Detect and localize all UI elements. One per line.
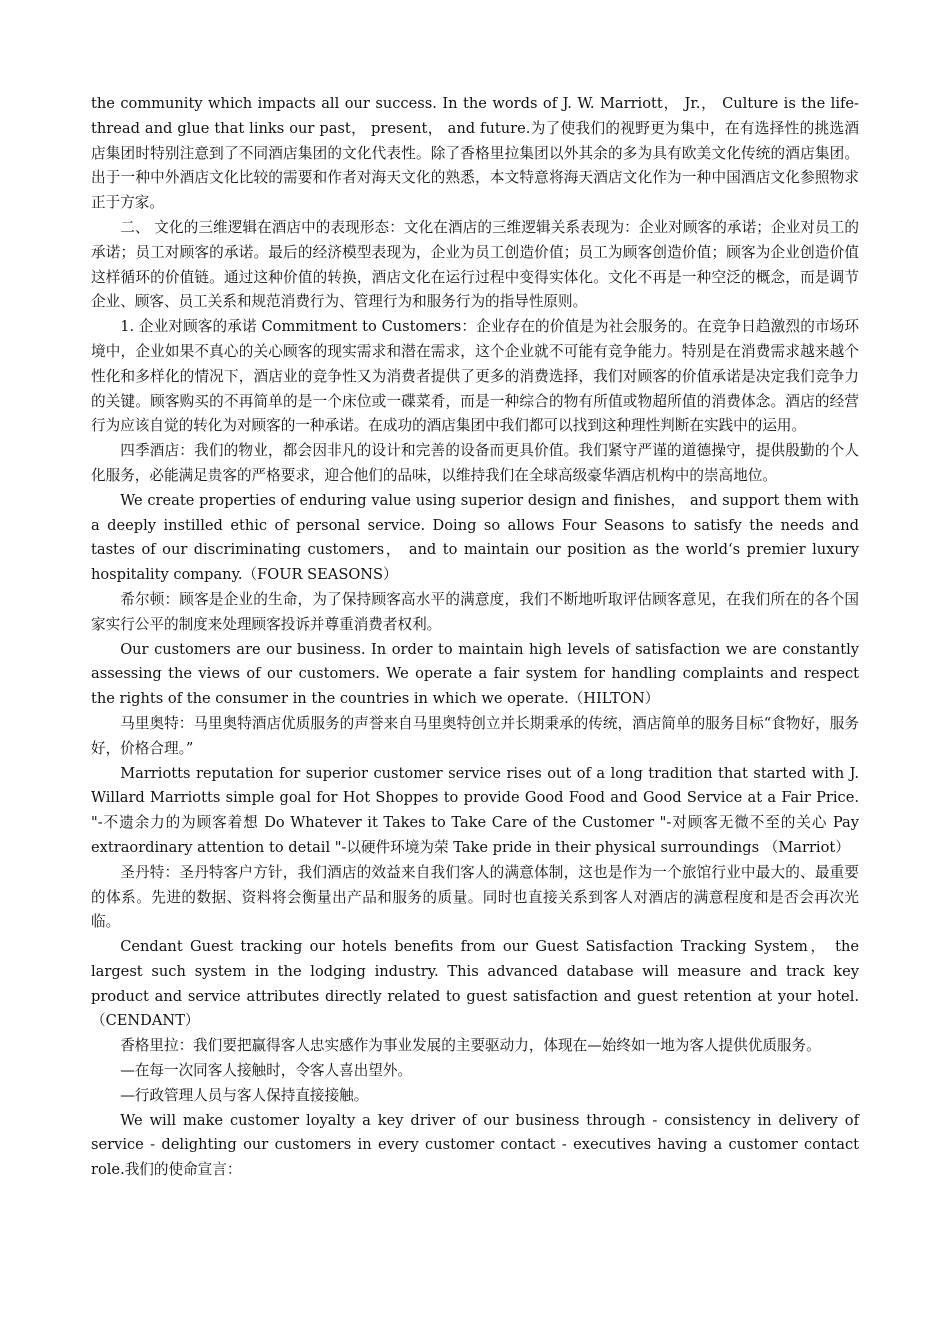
paragraph-8: 马里奥特：马里奥特酒店优质服务的声誉来自马里奥特创立并长期秉承的传统，酒店简单的服务目标“食物好，服务好，价格合理。” xyxy=(91,714,859,757)
paragraph-1: the community which impacts all our success. In the words of J. W. Marriott， Jr.， Culture is the life-thread and glue that links our past， present， and future.为了使我们的视野更为集中，在有选择性的挑选酒店集团时特别注意到了不同酒店集团的文化代表性。除了香格里拉集团以外其余的多为具有欧美文化传统的酒店集团。出于一种中外酒店文化比较的需要和作者对海天文化的熟悉，本文特意将海天酒店文化作为一种中国酒店文化参照物求正于方家。 xyxy=(91,95,859,212)
paragraph-14: —行政管理人员与客人保持直接接触。 xyxy=(120,1086,369,1104)
paragraph-6: 希尔顿：顾客是企业的生命，为了保持顾客高水平的满意度，我们不断地听取评估顾客意见，在我们所在的各个国家实行公平的制度来处理顾客投诉并尊重消费者权利。 xyxy=(91,590,859,633)
paragraph-15: We will make customer loyalty a key driver of our business through - consistency in delivery of service - delighting our customers in every customer contact - executives having a customer contact role.我们的使命宣言： xyxy=(91,1111,859,1179)
paragraph-7: Our customers are our business. In order to maintain high levels of satisfaction we are constantly assessing the views of our customers. We operate a fair system for handling complaints and respect the rights of the consumer in the countries in which we operate.（HILTON） xyxy=(91,640,859,708)
paragraph-9: Marriotts reputation for superior customer service rises out of a long tradition that started with J. Willard Marriotts simple goal for Hot Shoppes to provide Good Food and Good Service at a Fair Price. "-不遗余力的为顾客着想 Do Whatever it Takes to Take Care of the Customer "-对顾客无微不至的关心 Pay extraordinary attention to detail "-以硬件环境为荣 Take pride in their physical surroundings （Marriot） xyxy=(91,764,859,856)
paragraph-10: 圣丹特：圣丹特客户方针，我们酒店的效益来自我们客人的满意体制，这也是作为一个旅馆行业中最大的、最重要的体系。先进的数据、资料将会衡量出产品和服务的质量。同时也直接关系到客人对酒店的满意程度和是否会再次光临。 xyxy=(91,863,859,931)
paragraph-2: 二、 文化的三维逻辑在酒店中的表现形态：文化在酒店的三维逻辑关系表现为：企业对顾客的承诺；企业对员工的承诺；员工对顾客的承诺。最后的经济模型表现为，企业为员工创造价值；员工为顾客创造价值；顾客为企业创造价值这样循环的价值链。通过这种价值的转换，酒店文化在运行过程中变得实体化。文化不再是一种空泛的概念，而是调节企业、顾客、员工关系和规范消费行为、管理行为和服务行为的指导性原则。 xyxy=(91,218,859,311)
paragraph-5: We create properties of enduring value using superior design and finishes， and support them with a deeply instilled ethic of personal service. Doing so allows Four Seasons to satisfy the needs and tastes of our discriminating customers， and to maintain our position as the world‘s premier luxury hospitality company.（FOUR SEASONS） xyxy=(91,491,859,584)
paragraph-4: 四季酒店：我们的物业，都会因非凡的设计和完善的设备而更具价值。我们紧守严谨的道德操守，提供殷勤的个人化服务，必能满足贵客的严格要求，迎合他们的品味，以维持我们在全球高级豪华酒店机构中的崇高地位。 xyxy=(91,442,859,484)
paragraph-11: Cendant Guest tracking our hotels benefits from our Guest Satisfaction Tracking System， the largest such system in the lodging industry. This advanced database will measure and track key product and service attributes directly related to guest satisfaction and guest retention at your hotel.（CENDANT） xyxy=(91,938,859,1030)
paragraph-12: 香格里拉：我们要把赢得客人忠实感作为事业发展的主要驱动力，体现在—始终如一地为客人提供优质服务。 xyxy=(120,1037,821,1055)
paragraph-3: 1. 企业对顾客的承诺 Commitment to Customers：企业存在的价值是为社会服务的。在竞争日趋激烈的市场环境中，企业如果不真心的关心顾客的现实需求和潜在需求，这个企业就不可能有竞争能力。特别是在消费需求越来越个性化和多样化的情况下，酒店业的竞争性又为消费者提供了更多的消费选择，我们对顾客的价值承诺是决定我们竞争力的关键。顾客购买的不再简单的是一个床位或一碟菜肴，而是一种综合的物有所值或物超所值的消费体念。酒店的经营行为应该自觉的转化为对顾客的一种承诺。在成功的酒店集团中我们都可以找到这种理性判断在实践中的运用。 xyxy=(91,318,859,435)
document-body xyxy=(91,92,859,1183)
paragraph-13: —在每一次同客人接触时，令客人喜出望外。 xyxy=(120,1062,413,1080)
